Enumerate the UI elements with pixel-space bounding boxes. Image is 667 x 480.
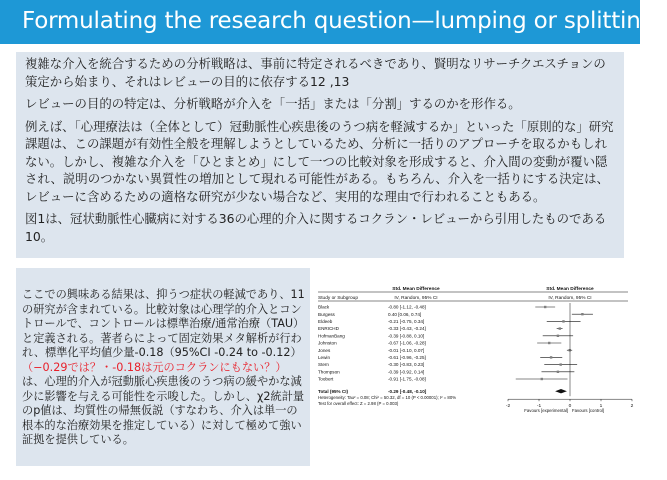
- study-name: Black: [318, 304, 330, 310]
- study-name: Jones: [318, 347, 331, 353]
- favours-control-label: Favours [control]: [572, 408, 605, 414]
- axis-tick-label: -1: [536, 404, 542, 410]
- total-label: Total (95% CI): [318, 388, 349, 394]
- slide-title: Formulating the research question—lumping or splitting?: [22, 8, 667, 34]
- study-ci-text: -0.33 [-0.43, -0.24]: [388, 326, 426, 332]
- paragraph-3: 例えば、「心理療法は（全体として）冠動脈性心疾患後のうつ病を軽減するか」といった「原則的な」研究課題は、この課題が有効性全般を理解しようとしているため、分析に一括りのアプローチを取るかもしれない。しかし、複雑な介入を「ひとまとめ」にして一つの比較対象を形成すると、介入間の変動が覆い隠され、説明のつかない異質性の増加として現れる可能性がある。もちろん、介入を一括りにする決定は、レビューに含めるための適格な研究が少ない場合など、実用的な理由で行われることもある。: [25, 118, 614, 204]
- axis-tick-label: 0: [568, 404, 572, 410]
- study-name: ENRICHD: [318, 326, 339, 332]
- study-ci-text: -0.67 [-1.06, -0.28]: [388, 340, 426, 346]
- study-name: Johnston: [318, 340, 337, 346]
- study-point: [548, 342, 550, 344]
- study-ci-text: -0.21 [-0.75, 0.34]: [388, 319, 425, 324]
- study-point: [557, 371, 559, 373]
- study-point: [568, 349, 570, 351]
- paragraph-4: 図1は、冠状動脈性心臓病に対する36の心理的介入に関するコクラン・レビューから引用したものである10。: [25, 211, 607, 244]
- study-name: Toobert: [318, 376, 334, 382]
- col-smd-title-right: Std. Mean Difference: [546, 287, 594, 292]
- study-name: Lewin: [318, 355, 331, 360]
- overall-effect-text: Test for overall effect: Z = 2.98 (P = 0.003): [318, 401, 399, 407]
- title-bar: [0, 0, 667, 44]
- study-point: [562, 320, 564, 322]
- study-ci-text: -0.61 [-0.96, -0.25]: [388, 355, 426, 360]
- paragraph-1: 複雑な介入を統合するための分析戦略は、事前に特定されるべきであり、賢明なリサーチクエスチョンの策定から始まり、それはレビューの目的に依存する12 ,13: [25, 56, 606, 89]
- col-smd-sub-right: IV, Random, 95% CI: [548, 296, 592, 301]
- total-ci-text: -0.29 [-0.48, -0.10]: [388, 388, 427, 394]
- study-point: [541, 378, 543, 380]
- study-ci-text: -0.30 [-0.83, 0.23]: [388, 362, 425, 368]
- study-point: [560, 363, 562, 365]
- axis-tick-label: -2: [505, 404, 511, 410]
- favours-experimental-label: Favours [experimental]: [524, 408, 568, 414]
- study-ci-text: 0.40 [0.06, 0.74]: [388, 311, 422, 317]
- total-diamond: [555, 389, 567, 393]
- explanation-box: [16, 268, 310, 466]
- study-point: [581, 313, 583, 315]
- explanation-text-after: は、心理的介入が冠動脈心疾患後のうつ病の緩やかな減少に影響を与える可能性を示唆した。しかし、χ2統計量のp値は、均質性の帰無仮説（すなわち、介入は単一の根本的な治療効果を推定している）に対して極めて強い証拠を提供している。: [22, 375, 305, 446]
- study-point: [550, 356, 552, 358]
- forest-plot: [316, 276, 634, 414]
- forest-axis: [506, 303, 634, 409]
- study-name: Stern: [318, 362, 329, 368]
- study-point: [557, 335, 559, 337]
- study-name: Burgess: [318, 311, 335, 317]
- study-ci-text: -0.39 [-0.92, 0.14]: [388, 369, 425, 375]
- study-ci-text: -0.91 [-1.75, -0.08]: [388, 376, 426, 382]
- explanation-text: [22, 288, 306, 448]
- col-smd-sub-left: IV, Random, 95% CI: [394, 296, 438, 301]
- forest-plot-svg: [316, 276, 634, 414]
- col-smd-title-left: Std. Mean Difference: [392, 287, 440, 292]
- explanation-text-before: ここでの興味ある結果は、抑うつ症状の軽減であり、11の研究が含まれている。比較対象は心理学的介入とコントロールで、コントロールは標準治療/通常治療（TAU）と定義される。著者らによって固定効果メタ解析が行われ、標準化平均値少量-0.18（95%CI -0.24 to -0.12）: [22, 288, 305, 359]
- study-ci-text: -0.80 [-1.12, -0.48]: [388, 304, 426, 310]
- study-ci-text: -0.01 [-0.10, 0.07]: [388, 347, 425, 353]
- study-name: HofmanBang: [318, 333, 345, 339]
- axis-tick-label: 1: [599, 404, 603, 410]
- col-study-header: Study or Subgroup: [318, 296, 359, 301]
- main-text-box: [16, 52, 624, 258]
- heterogeneity-text: Heterogeneity: Tau² = 0.08; Chi² = 50.32, df = 10 (P < 0.00001); I² = 80%: [318, 395, 457, 401]
- study-ci-text: -0.39 [-0.88, 0.10]: [388, 333, 425, 339]
- study-point: [544, 306, 546, 308]
- study-name: Eldeeb: [318, 319, 333, 324]
- study-rows: [318, 305, 593, 394]
- axis-tick-label: 2: [630, 404, 634, 410]
- study-name: Thompson: [318, 369, 340, 375]
- study-point: [559, 327, 561, 329]
- explanation-highlight: （−0.29では？・-0.18は元のコクランにもない？）: [22, 360, 287, 374]
- paragraph-2: レビューの目的の特定は、分析戦略が介入を「一括」または「分割」するのかを形作る。: [25, 96, 521, 111]
